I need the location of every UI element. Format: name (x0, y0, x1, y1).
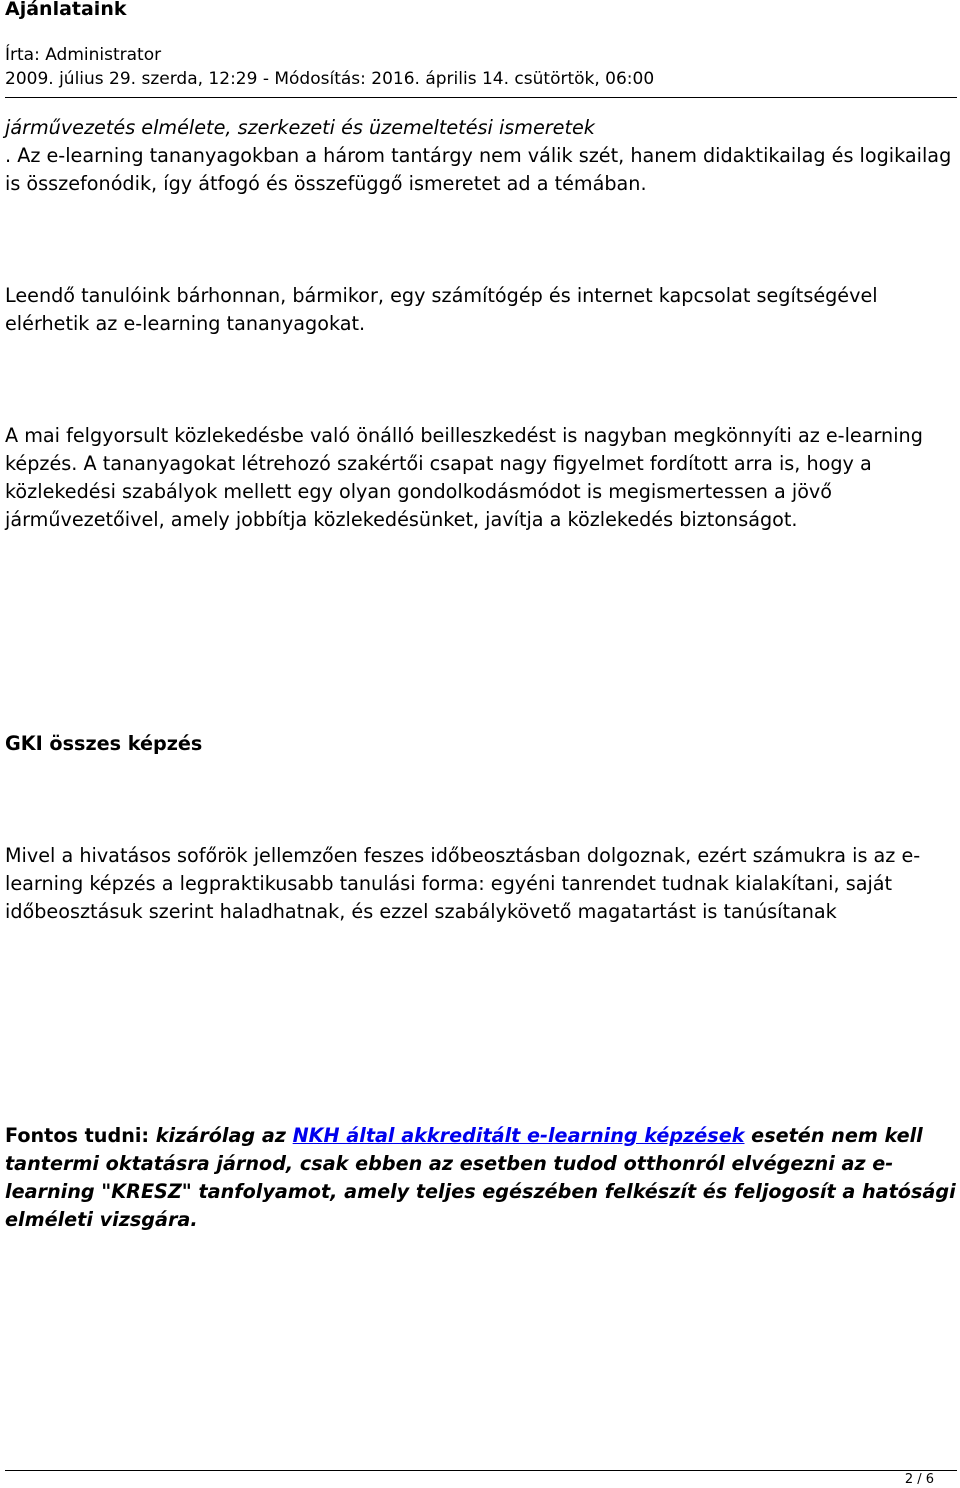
note-text-part1: kizárólag az (149, 1124, 293, 1147)
professional-drivers-paragraph: Mivel a hivatásos sofőrök jellemzően feszes időbeosztásban dolgoznak, ezért számukra is az e-learning képzés a legpraktikusabb tanulási forma: egyéni tanrendet tudnak kialakítani, saját időbeosztásuk szerint haladhatnak, és ezzel szabálykövető magatartást is tanúsítanak (5, 844, 921, 923)
author-line: Írta: Administrator (5, 45, 162, 65)
page-title: Ajánlataink (5, 0, 127, 20)
header-divider (5, 97, 957, 98)
page-number: 2 / 6 (904, 1472, 934, 1487)
nkh-accredited-link[interactable]: NKH által akkreditált e-learning képzések (292, 1124, 745, 1147)
benefits-paragraph: A mai felgyorsult közlekedésbe való önálló beilleszkedést is nagyban megkönnyíti az e-learning képzés. A tananyagokat létrehozó szakértői csapat nagy figyelmet fordított arra is, hogy a közlekedési szabályok mellett egy olyan gondolkodásmódot is megismertessen a jövő járművezetőivel, amely jobbítja közlekedésünket, javítja a közlekedés biztonságot. (5, 424, 923, 531)
subjects-italic: járművezetés elmélete, szerkezeti és üzemeltetési ismeretek (5, 116, 595, 139)
important-note (5, 1122, 957, 1234)
footer-divider (5, 1470, 957, 1471)
note-label: Fontos tudni: (5, 1124, 150, 1147)
note-text-part2: esetén nem kell tantermi oktatásra járnod, csak ebben az esetben tudod otthonról elvégezni az e-learning "KRESZ" tanfolyamot, amely teljes egészében felkészít és feljogosít a hatósági elméleti vizsgára. (5, 1124, 956, 1231)
access-paragraph: Leendő tanulóink bárhonnan, bármikor, egy számítógép és internet kapcsolat segítségével elérhetik az e-learning tananyagokat. (5, 284, 878, 335)
date-line: 2009. július 29. szerda, 12:29 - Módosítás: 2016. április 14. csütörtök, 06:00 (5, 69, 655, 89)
intro-text: . Az e-learning tananyagokban a három tantárgy nem válik szét, hanem didaktikailag és logikailag is összefonódik, így átfogó és összefüggő ismeretet ad a témában. (5, 144, 952, 195)
section-heading: GKI összes képzés (5, 732, 203, 755)
intro-paragraph (5, 114, 957, 198)
